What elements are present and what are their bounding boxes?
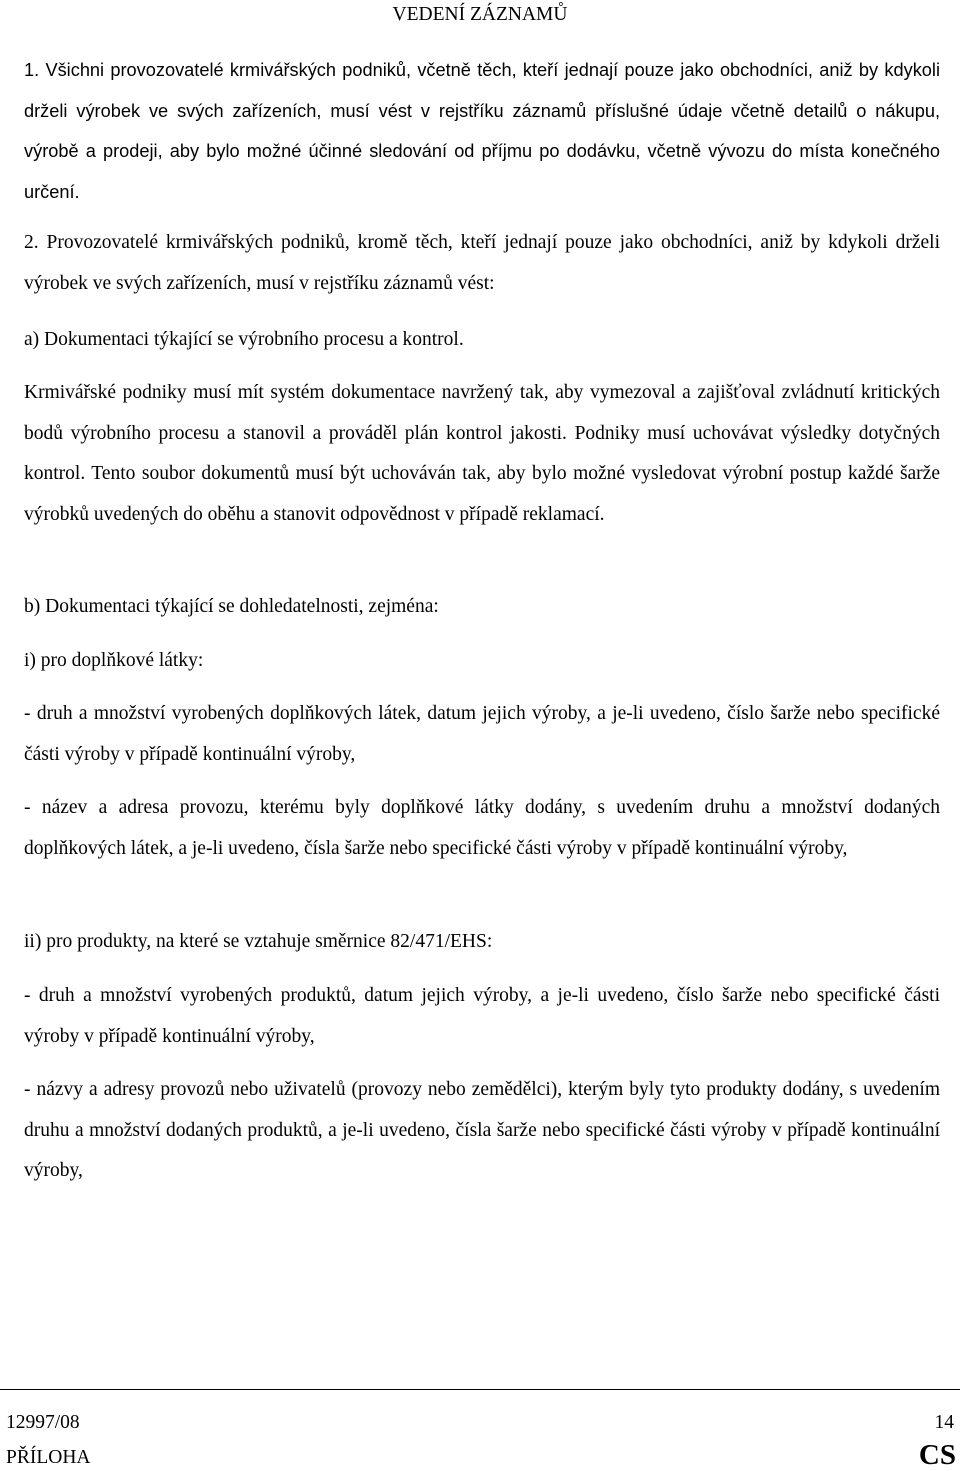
paragraph-2b-ii: ii) pro produkty, na které se vztahuje směrnice 82/471/EHS: (24, 931, 493, 952)
paragraph-2b-i: i) pro doplňkové látky: (24, 650, 204, 671)
paragraph-2a: a) Dokumentaci týkající se výrobního procesu a kontrol. (24, 329, 464, 350)
page-number: 14 (934, 1412, 954, 1433)
list-item-additives-quantity: - druh a množství vyrobených doplňkových látek, datum jejich výroby, a je-li uvedeno, číslo šarže nebo specifické části výroby v případě kontinuální výroby, (24, 703, 940, 765)
annex-label: PŘÍLOHA (6, 1447, 91, 1468)
paragraph-2: 2. Provozovatelé krmivářských podniků, kromě těch, kteří jednají pouze jako obchodníci, aniž by kdykoli drželi výrobek ve svých zařízeních, musí v rejstříku záznamů vést: (24, 232, 940, 294)
paragraph-1: 1. Všichni provozovatelé krmivářských podniků, včetně těch, kteří jednají pouze jako obchodníci, aniž by kdykoli drželi výrobek ve svých zařízeních, musí vést v rejstříku záznamů příslušné údaje včetně detailů o nákupu, výrobě a prodeji, aby bylo možné účinné sledování od příjmu po dodávku, včetně vývozu do místa konečného určení. (24, 60, 940, 203)
list-item-products-recipient: - názvy a adresy provozů nebo uživatelů (provozy nebo zemědělci), kterým byly tyto produkty dodány, s uvedením druhu a množství dodaných produktů, a je-li uvedeno, čísla šarže nebo specifické části výroby v případě kontinuální výroby, (24, 1079, 940, 1182)
language-code: CS (918, 1439, 956, 1471)
list-item-products-quantity: - druh a množství vyrobených produktů, datum jejich výroby, a je-li uvedeno, číslo šarže nebo specifické části výroby v případě kontinuální výroby, (24, 985, 940, 1047)
footer-divider (0, 1389, 960, 1390)
document-number: 12997/08 (6, 1412, 80, 1433)
paragraph-quality-docs: Krmivářské podniky musí mít systém dokumentace navržený tak, aby vymezoval a zajišťoval zvládnutí kritických bodů výrobního procesu a stanovil a prováděl plán kontrol jakosti. Podniky musí uchovávat výsledky dotyčných kontrol. Tento soubor dokumentů musí být uchováván tak, aby bylo možné vysledovat výrobní postup každé šarže výrobků uvedených do oběhu a stanovit odpovědnost v případě reklamací. (24, 382, 940, 526)
paragraph-2b: b) Dokumentaci týkající se dohledatelnosti, zejména: (24, 596, 439, 617)
section-heading: VEDENÍ ZÁZNAMŮ (392, 4, 568, 25)
list-item-additives-recipient: - název a adresa provozu, kterému byly doplňkové látky dodány, s uvedením druhu a množství dodaných doplňkových látek, a je-li uvedeno, čísla šarže nebo specifické části výroby v případě kontinuální výroby, (24, 797, 940, 859)
